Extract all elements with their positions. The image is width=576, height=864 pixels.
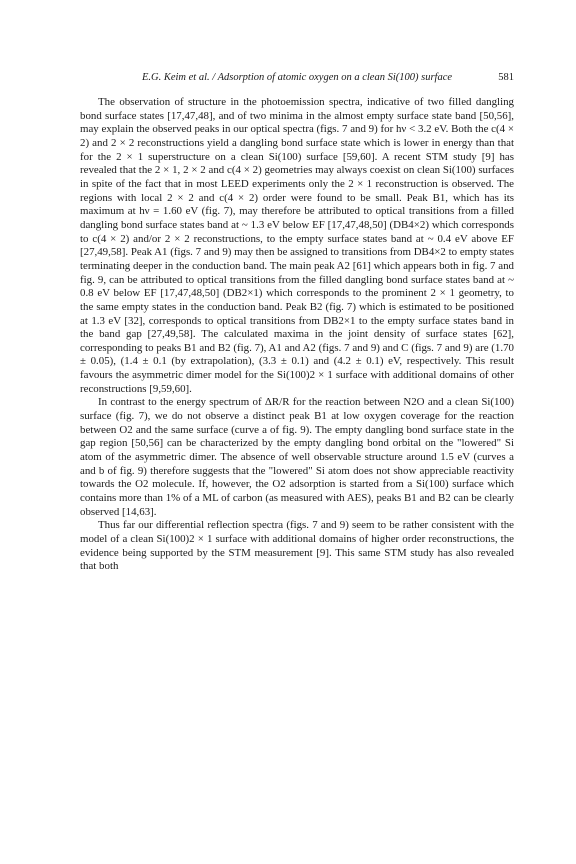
paragraph-2: In contrast to the energy spectrum of ΔR/R for the reaction between N2O and a clean Si(100) surface (fig. 7), we do not observe a distinct peak B1 at low oxygen coverage for the reaction between O2 and the same surface (curve a of fig. 9). The empty dangling bond surface state in the gap region [50,56] can be characterized by the empty dangling bond orbital on the "lowered" Si atom of the asymmetric dimer. The absence of well observable structure around 1.5 eV (curves a and b of fig. 9) therefore suggests that the "lowered" Si atom does not show appreciable reactivity towards the O2 molecule. If, however, the O2 adsorption is started from a Si(100) surface which contains more than 1% of a ML of carbon (as measured with AES), peaks B1 and B2 can be clearly observed [14,63]. (80, 396, 514, 518)
running-head: E.G. Keim et al. / Adsorption of atomic oxygen on a clean Si(100) surface (141, 72, 453, 83)
paragraph-1: The observation of structure in the photoemission spectra, indicative of two filled dangling bond surface states [17,47,48], and of two minima in the almost empty surface state band [50,56], may explain the observed peaks in our optical spectra (figs. 7 and 9) for hν < 3.2 eV. Both the c(4 × 2) and 2 × 2 reconstructions yield a dangling bond surface state which is lower in energy than that for the 2 × 1 superstructure on a clean Si(100) surface [59,60]. A recent STM study [9] has revealed that the 2 × 1, 2 × 2 and c(4 × 2) geometries may always coexist on clean Si(100) surfaces in spite of the fact that in most LEED experiments only the 2 × 1 reconstruction is observed. The regions with local 2 × 2 and c(4 × 2) order were found to be small. Peak B1, which has its maximum at hν = 1.60 eV (fig. 7), may therefore be attributed to optical transitions from a filled dangling bond surface states band at ~ 1.3 eV below EF [17,47,48,50] (DB4×2) which corresponds to c(4 × 2) and/or 2 × 2 reconstructions, to the empty surface states band at ~ 0.4 eV above EF [27,49,58]. Peak A1 (figs. 7 and 9) may then be assigned to transitions from DB4×2 to empty states terminating deeper in the conduction band. The main peak A2 [61] which appears both in fig. 7 and fig. 9, can be attributed to optical transitions from the filled dangling bond surface states band at ~ 0.8 eV below EF [17,47,48,50] (DB2×1) which corresponds to the prominent 2 × 1 geometry, to the same empty states in the conduction band. Peak B2 (fig. 7) which is estimated to be positioned at 1.3 eV [32], corresponds to optical transitions from DB2×1 to the empty surface states band in the band gap [27,49,58]. The calculated maxima in the joint density of surface states [62], corresponding to peaks B1 and B2 (fig. 7), A1 and A2 (figs. 7 and 9) and C (figs. 7 and 9) are (1.70 ± 0.05), (1.4 ± 0.1 (by extrapolation), (3.3 ± 0.1) and (4.2 ± 0.1) eV, respectively. This result favours the asymmetric dimer model for the Si(100)2 × 1 surface with additional domains of other reconstructions [9,59,60]. (80, 96, 514, 395)
paragraph-3: Thus far our differential reflection spectra (figs. 7 and 9) seem to be rather consistent with the model of a clean Si(100)2 × 1 surface with additional domains of higher order reconstructions, the evidence being supported by the STM measurement [9]. This same STM study has also revealed that both (80, 519, 514, 573)
body-text (80, 96, 514, 574)
page-number: 581 (498, 72, 514, 83)
